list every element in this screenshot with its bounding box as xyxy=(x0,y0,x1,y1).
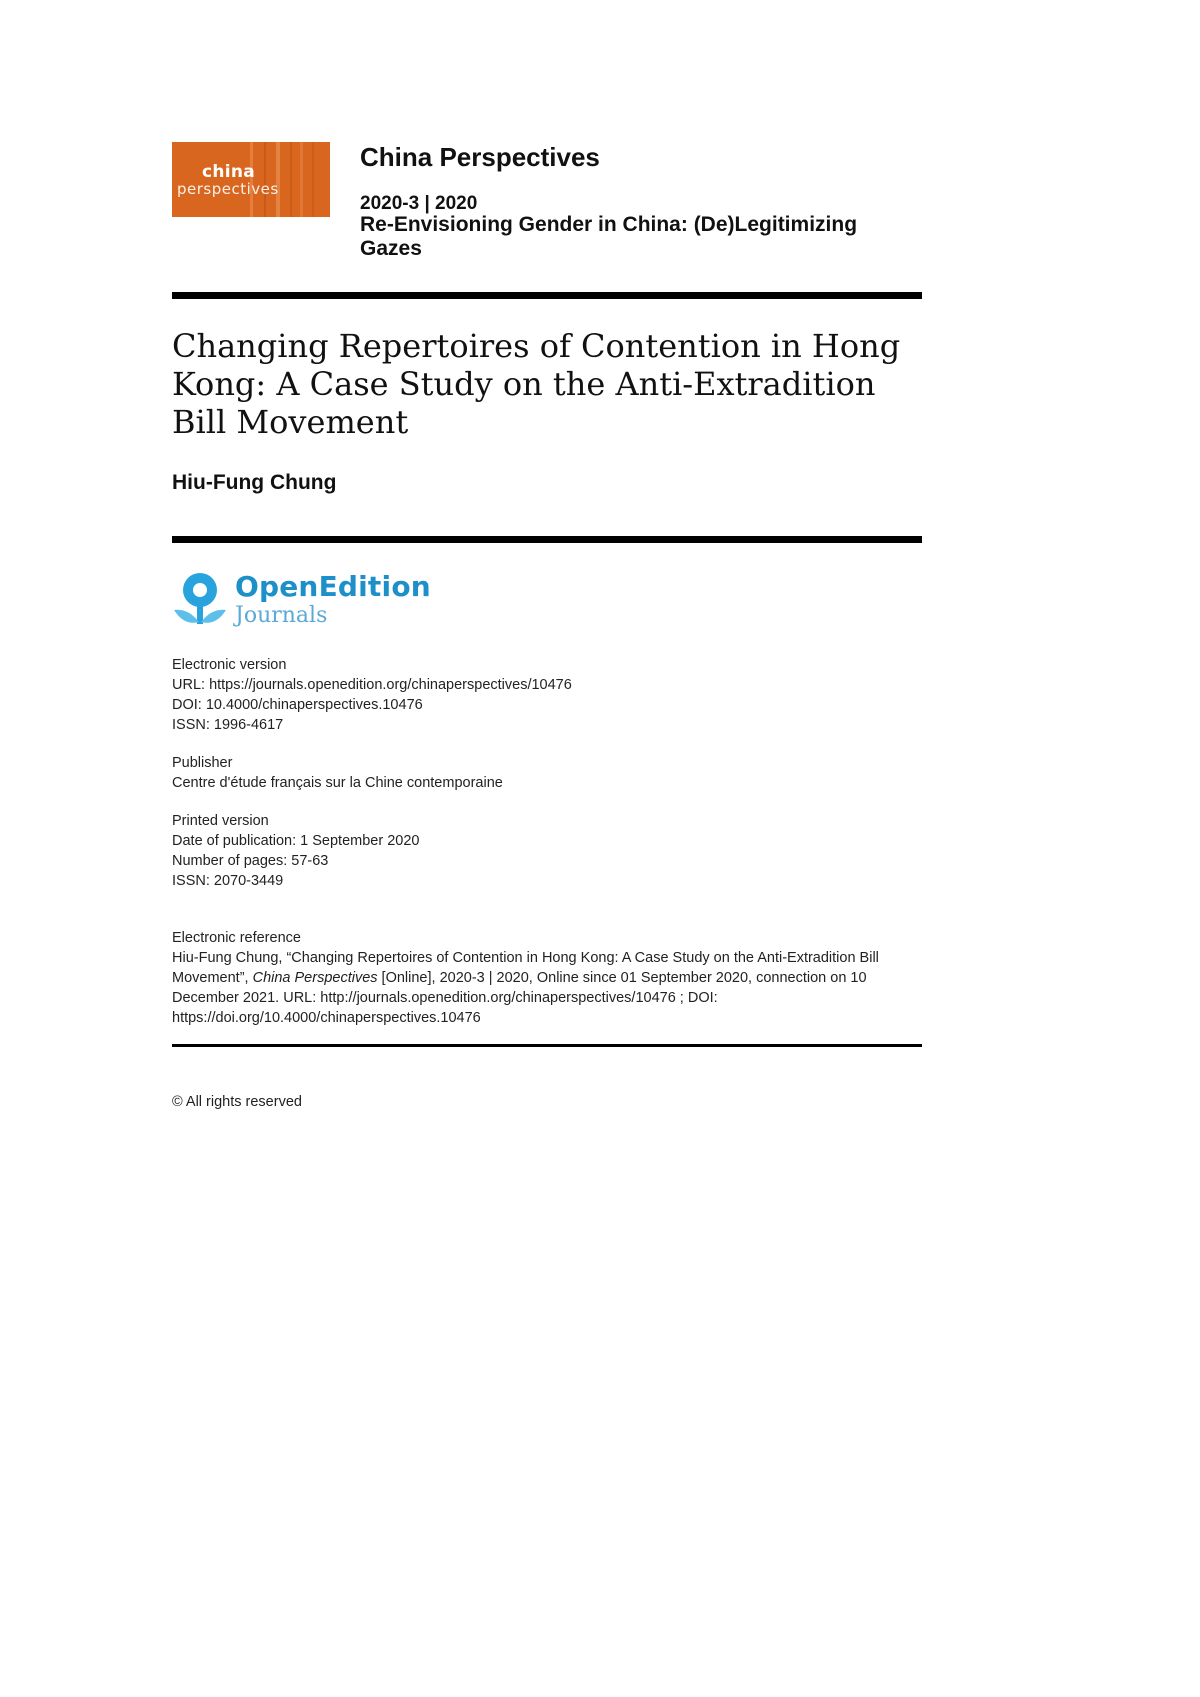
journal-title: China Perspectives xyxy=(360,142,600,172)
printed-version-issn: ISSN: 2070-3449 xyxy=(172,873,284,889)
issue-number: 2020-3 | 2020 xyxy=(360,193,478,214)
openedition-name: OpenEdition xyxy=(235,570,431,603)
article-author: Hiu-Fung Chung xyxy=(172,471,337,494)
electronic-version-issn: ISSN: 1996-4617 xyxy=(172,717,284,733)
printed-version-pages: Number of pages: 57-63 xyxy=(172,853,329,869)
printed-version-heading: Printed version xyxy=(172,813,269,829)
electronic-reference-heading: Electronic reference xyxy=(172,930,301,946)
reference-part1: Hiu-Fung Chung, “Changing Repertoires of Contention in Hong Kong: A Case Study on the Anti-Extradition Bill Movement”, xyxy=(172,950,879,986)
logo-text-perspectives: perspectives xyxy=(177,180,279,198)
openedition-flower-icon xyxy=(172,570,228,634)
publisher-name: Centre d'étude français sur la Chine contemporaine xyxy=(172,775,503,791)
electronic-reference-block xyxy=(172,928,892,1028)
china-perspectives-logo xyxy=(172,142,330,217)
issue-title: Re-Envisioning Gender in China: (De)Legitimizing Gazes xyxy=(360,213,858,260)
printed-version-date: Date of publication: 1 September 2020 xyxy=(172,833,420,849)
electronic-reference-text xyxy=(172,948,892,1028)
openedition-journals-logo xyxy=(172,570,431,634)
openedition-sub: Journals xyxy=(235,603,328,628)
printed-version-block xyxy=(172,811,419,891)
copyright-notice: © All rights reserved xyxy=(172,1094,302,1110)
electronic-version-url[interactable]: URL: https://journals.openedition.org/chinaperspectives/10476 xyxy=(172,677,572,693)
reference-part2[interactable]: [Online], 2020-3 | 2020, Online since 01 September 2020, connection on 10 December 2021. URL: http://journals.openedition.org/chinaperspectives/10476 ; DOI: https://doi.org/10.4000/chinaperspectives.10476 xyxy=(172,970,867,1026)
reference-journal: China Perspectives xyxy=(252,970,378,986)
divider-top xyxy=(172,292,922,299)
logo-text-china: china xyxy=(202,162,256,182)
electronic-version-doi[interactable]: DOI: 10.4000/chinaperspectives.10476 xyxy=(172,697,423,713)
article-title: Changing Repertoires of Contention in Hong Kong: A Case Study on the Anti-Extradition Bill Movement xyxy=(172,327,901,441)
divider-middle xyxy=(172,536,922,543)
divider-bottom xyxy=(172,1044,922,1047)
electronic-version-heading: Electronic version xyxy=(172,657,287,673)
publisher-block xyxy=(172,753,503,793)
electronic-version-block xyxy=(172,655,572,735)
publisher-heading: Publisher xyxy=(172,755,233,771)
